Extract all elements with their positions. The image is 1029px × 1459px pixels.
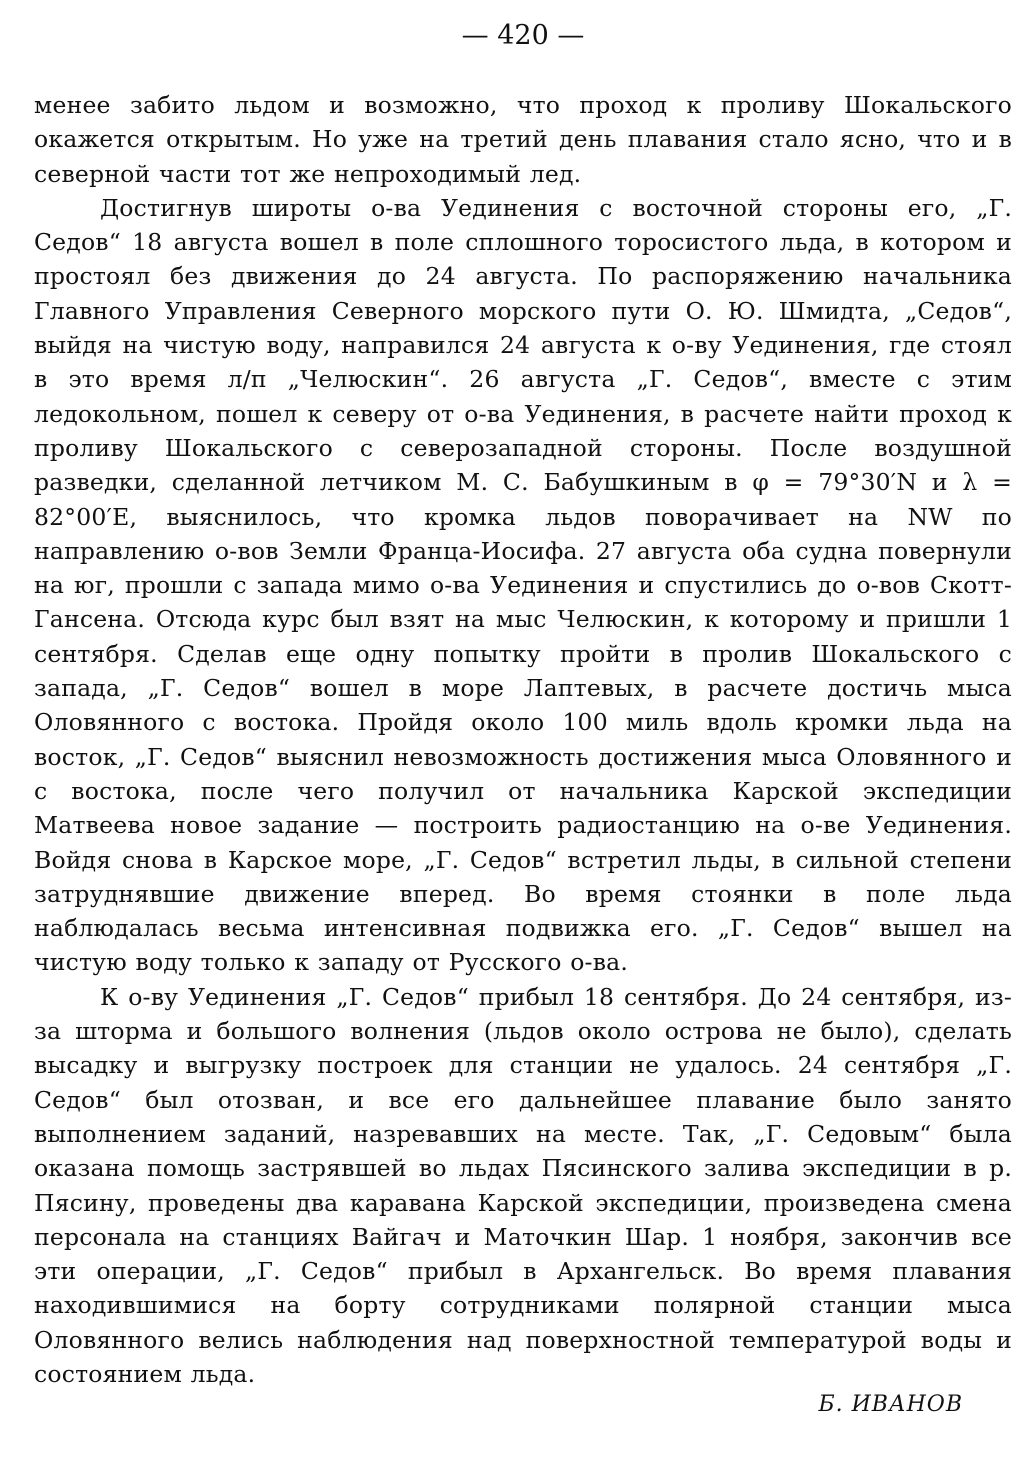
author-signature: Б. ИВАНОВ: [818, 1392, 963, 1417]
page-number: — 420 —: [461, 20, 585, 51]
paragraph-voyage-details: Достигнув широты о-ва Уединения с восточной стороны его, „Г. Седов“ 18 августа вошел в поле сплошного торосистого льда, в котором и простоял без движения до 24 августа. По распоряжению начальника Главного Управления Северного морского пути О. Ю. Шмидта, „Седов“, выйдя на чистую воду, направился 24 августа к о-ву Уединения, где стоял в это время л/п „Челюскин“. 26 августа „Г. Седов“, вместе с этим ледокольном, пошел к северу от о-ва Уединения, в расчете найти проход к проливу Шокальского с северозападной стороны. После воздушной разведки, сделанной летчиком М. С. Бабушкиным в φ = 79°30′N и λ = 82°00′E, выяснилось, что кромка льдов поворачивает на NW по направлению о-вов Земли Франца-Иосифа. 27 августа оба судна повернули на юг, прошли с запада мимо о-ва Уединения и спустились до о-вов Скотт-Гансена. Отсюда курс был взят на мыс Челюскин, к которому и пришли 1 сентября. Сделав еще одну попытку пройти в пролив Шокальского с запада, „Г. Седов“ вошел в море Лаптевых, в расчете достичь мыса Оловянного с востока. Пройдя около 100 миль вдоль кромки льда на восток, „Г. Седов“ выяснил невозможность достижения мыса Оловянного и с востока, после чего получил от начальника Карской экспедиции Матвеева новое задание — построить радиостанцию на о-ве Уединения. Войдя снова в Карское море, „Г. Седов“ встретил льды, в сильной степени затруднявшие движение вперед. Во время стоянки в поле льда наблюдалась весьма интенсивная подвижка его. „Г. Седов“ вышел на чистую воду только к западу от Русского о-ва.: [34, 193, 1012, 977]
paragraph-uedinenie-arrival: К о-ву Уединения „Г. Седов“ прибыл 18 сентября. До 24 сентября, из-за шторма и большого волнения (льдов около острова не было), сделать высадку и выгрузку построек для станции не удалось. 24 сентября „Г. Седов“ был отозван, и все его дальнейшее плавание было занято выполнением заданий, назревавших на месте. Так, „Г. Седовым“ была оказана помощь застрявшей во льдах Пясинского залива экспедиции в р. Пясину, проведены два каравана Карской экспедиции, произведена смена персонала на станциях Вайгач и Маточкин Шар. 1 ноября, закончив все эти операции, „Г. Седов“ прибыл в Архангельск. Во время плавания находившимися на борту сотрудниками полярной станции мыса Оловянного велись наблюдения над поверхностной температурой воды и состоянием льда.: [34, 982, 1012, 1388]
document-page: [34, 18, 1012, 1438]
paragraph-continuation: менее забито льдом и возможно, что проход к проливу Шокальского окажется открытым. Но уже на третий день плавания стало ясно, что и в северной части тот же непроходимый лед.: [34, 91, 1012, 188]
